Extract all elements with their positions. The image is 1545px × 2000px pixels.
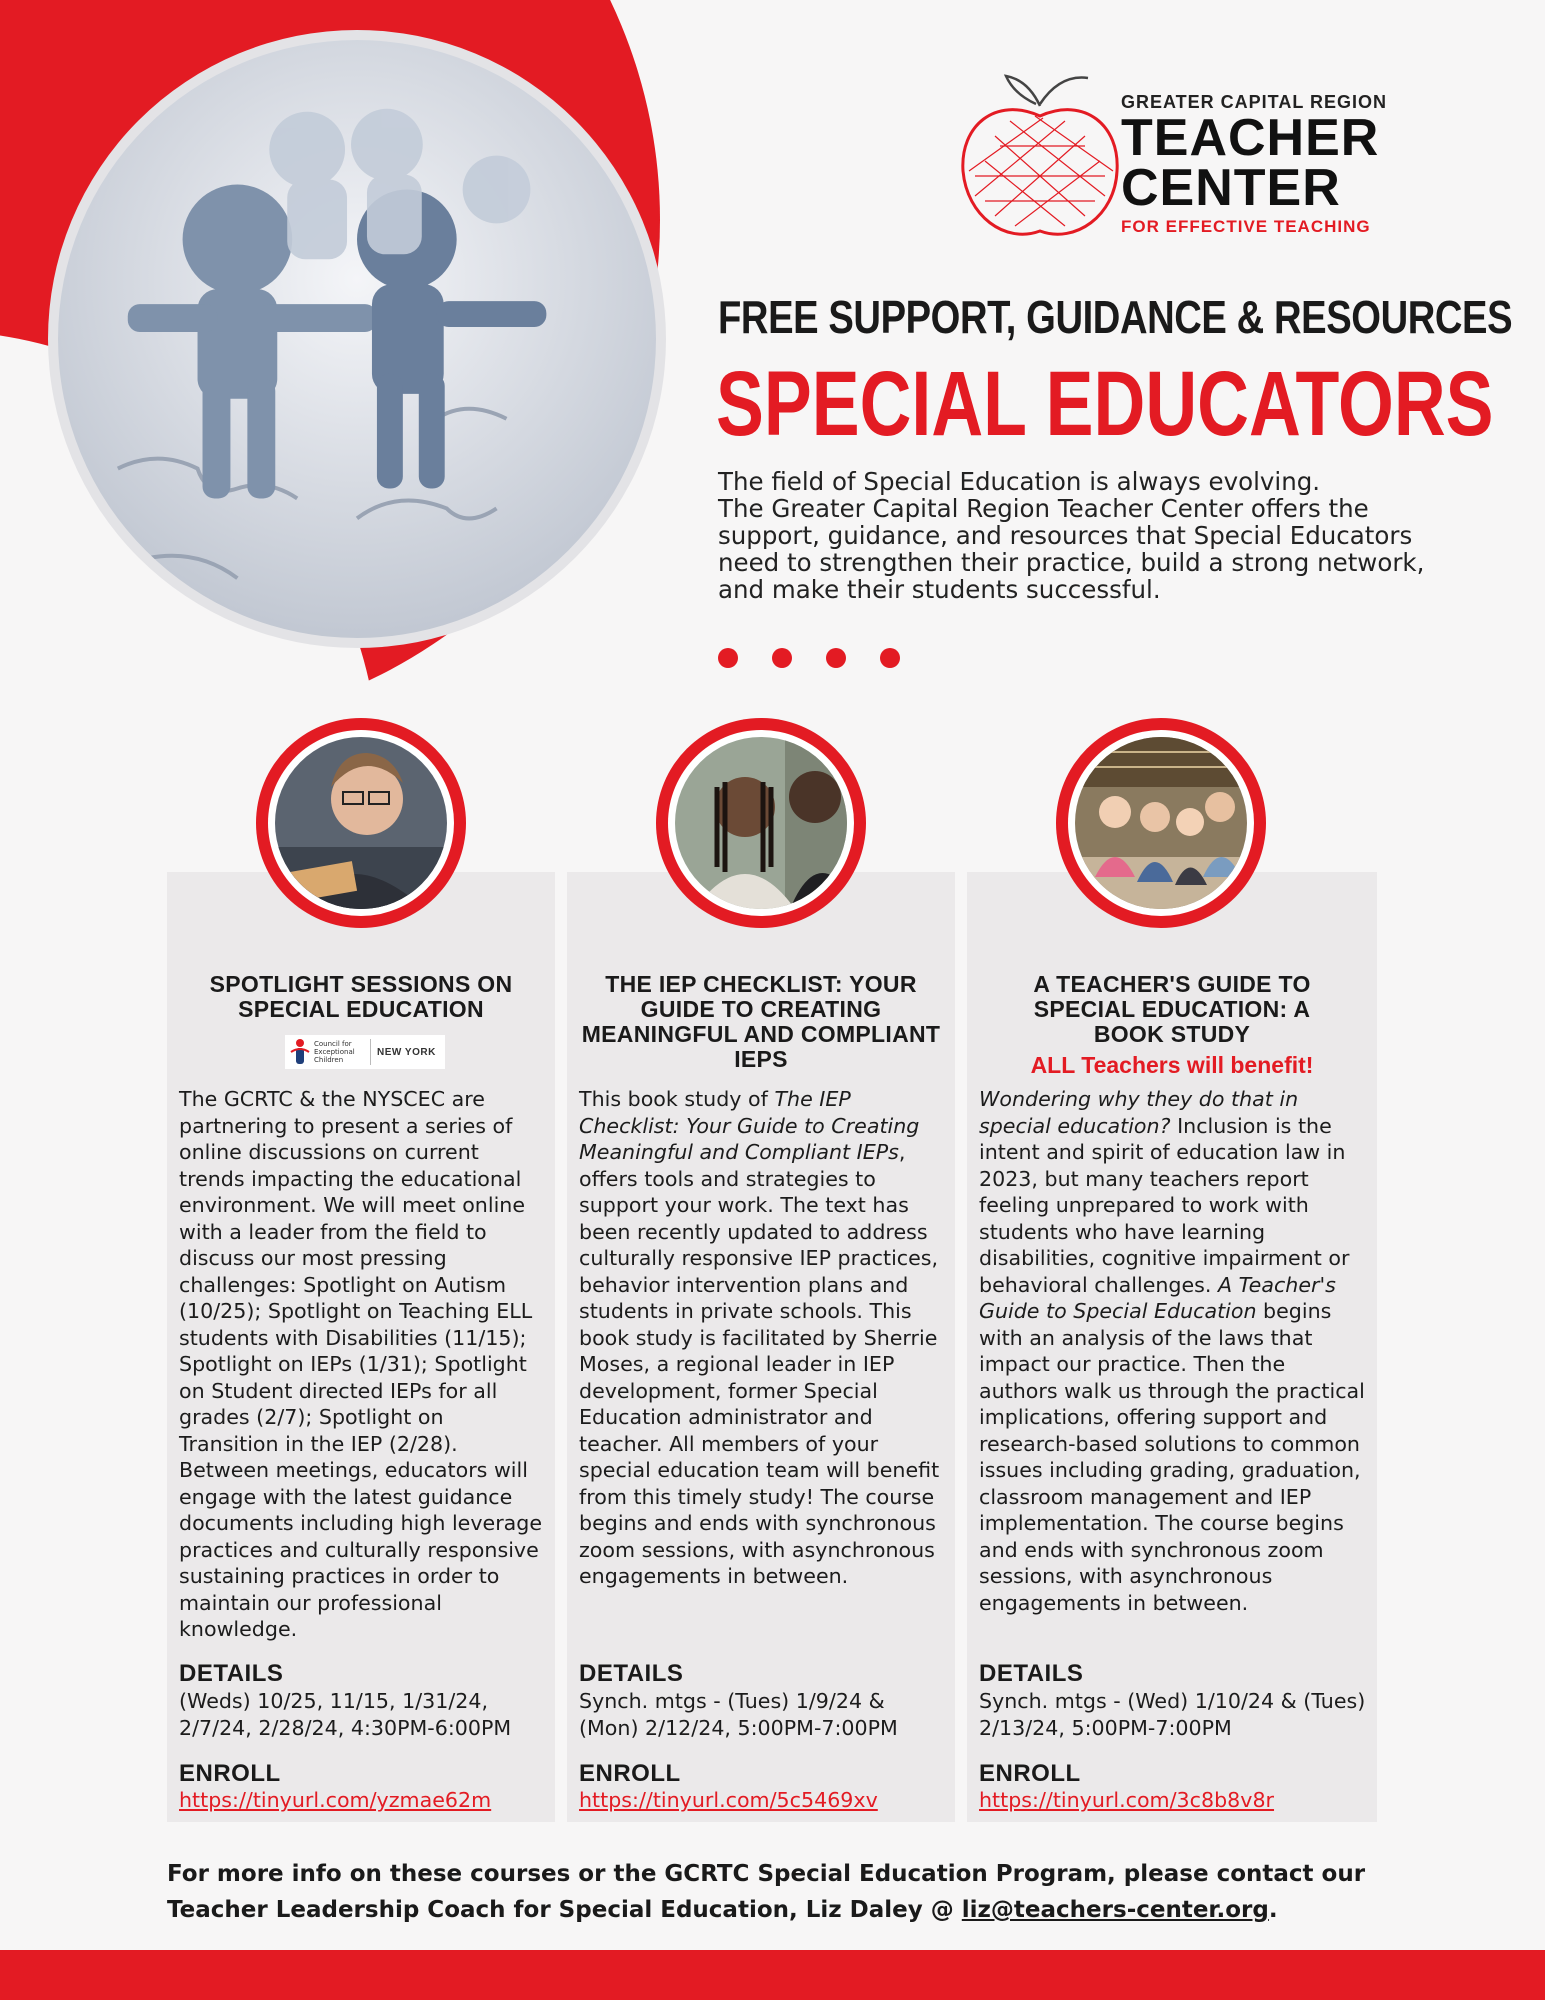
dot bbox=[826, 648, 846, 668]
card-photo-badge bbox=[1056, 718, 1266, 928]
details-text: (Weds) 10/25, 11/15, 1/31/24, 2/7/24, 2/28/24, 4:30PM-6:00PM bbox=[179, 1689, 512, 1740]
page-title: SPECIAL EDUCATORS bbox=[716, 353, 1494, 455]
cec-name: Council for Exceptional Children bbox=[314, 1040, 355, 1064]
gcrtc-logo bbox=[955, 66, 1395, 246]
cec-new-york-logo bbox=[285, 1035, 445, 1069]
dot bbox=[718, 648, 738, 668]
paper-people-illustration bbox=[58, 40, 656, 638]
intro-paragraph bbox=[718, 468, 1438, 603]
enroll-heading: ENROLL bbox=[579, 1760, 681, 1787]
logo-top-line: GREATER CAPITAL REGION bbox=[1121, 92, 1388, 112]
card-photo-badge bbox=[656, 718, 866, 928]
contact-footer-note bbox=[167, 1856, 1417, 1928]
body-mid: Inclusion is the intent and spirit of education law in 2023, but many teachers report feeling unprepared to work with students who have learning disabilities, cognitive impairment or behavioral challenges. bbox=[979, 1113, 1350, 1297]
bottom-red-bar bbox=[0, 1950, 1545, 2000]
card-highlight-note: ALL Teachers will benefit! bbox=[1030, 1052, 1314, 1078]
course-card-iep-checklist bbox=[567, 872, 955, 1822]
hero-paper-people-photo bbox=[58, 40, 656, 638]
body-prefix: This book study of bbox=[579, 1087, 775, 1111]
card-title: THE IEP CHECKLIST: YOUR GUIDE TO CREATING MEANINGFUL AND COMPLIANT IEPS bbox=[581, 971, 941, 1072]
cec-region: NEW YORK bbox=[377, 1046, 436, 1058]
enroll-link[interactable]: https://tinyurl.com/5c5469xv bbox=[579, 1788, 878, 1812]
enroll-heading: ENROLL bbox=[979, 1760, 1081, 1787]
details-text: Synch. mtgs - (Tues) 1/9/24 & (Mon) 2/12/24, 5:00PM-7:00PM bbox=[579, 1689, 898, 1740]
footer-text: For more info on these courses or the GCRTC Special Education Program, please contact our Teacher Leadership Coach for Special Education, Liz Daley @ bbox=[167, 1861, 1366, 1923]
student-conversation-photo bbox=[675, 737, 847, 909]
details-heading: DETAILS bbox=[579, 1660, 684, 1687]
apple-logo-icon bbox=[955, 66, 1125, 246]
logo-center: CENTER bbox=[1121, 159, 1341, 217]
details-heading: DETAILS bbox=[179, 1660, 284, 1687]
course-card-spotlight bbox=[167, 872, 555, 1822]
footer-end: . bbox=[1268, 1897, 1278, 1923]
intro-line-2: The Greater Capital Region Teacher Center offers the support, guidance, and resources that Special Educators need to strengthen their practice, build a strong network, and make their students successful. bbox=[718, 494, 1425, 604]
dot bbox=[880, 648, 900, 668]
book-title: The IEP Checklist: Your Guide to Creating Meaningful and Compliant IEPs bbox=[579, 1087, 920, 1164]
card-title: A TEACHER'S GUIDE TO SPECIAL EDUCATION: A BOOK STUDY bbox=[1033, 971, 1311, 1047]
logo-teacher: TEACHER bbox=[1121, 109, 1380, 167]
dot bbox=[772, 648, 792, 668]
course-card-teachers-guide bbox=[967, 872, 1377, 1822]
card-description bbox=[579, 1086, 945, 1590]
contact-email-link[interactable]: liz@teachers-center.org bbox=[961, 1897, 1269, 1923]
body-rest: , offers tools and strategies to support your work. The text has been recently updated to address culturally responsive IEP practices, behavior intervention plans and students in private schools. This book study is facilitated by Sherrie Moses, a regional leader in IEP development, former Special Education administrator and teacher. All members of your special education team will benefit from this timely study! The course begins and ends with synchronous zoom sessions, with asynchronous engagements in between. bbox=[579, 1140, 940, 1588]
details-heading: DETAILS bbox=[979, 1660, 1084, 1687]
enroll-link[interactable]: https://tinyurl.com/3c8b8v8r bbox=[979, 1788, 1275, 1812]
student-reading-photo bbox=[275, 737, 447, 909]
dot-divider bbox=[718, 648, 900, 668]
cec-divider bbox=[370, 1039, 371, 1065]
enroll-link[interactable]: https://tinyurl.com/yzmae62m bbox=[179, 1788, 492, 1812]
logo-sub-line: FOR EFFECTIVE TEACHING bbox=[1121, 217, 1371, 236]
details-text: Synch. mtgs - (Wed) 1/10/24 & (Tues) 2/13/24, 5:00PM-7:00PM bbox=[979, 1689, 1366, 1740]
cec-mark-icon bbox=[289, 1038, 311, 1066]
card-title: SPOTLIGHT SESSIONS ON SPECIAL EDUCATION bbox=[209, 971, 513, 1022]
intro-line-1: The field of Special Education is always evolving. bbox=[718, 467, 1321, 496]
enroll-heading: ENROLL bbox=[179, 1760, 281, 1787]
body-rest: begins with an analysis of the laws that impact our practice. Then the authors walk us through the practical implications, offering support and research-based solutions to common issues including grading, graduation, classroom management and IEP implementation. The course begins and ends with synchronous zoom sessions, with asynchronous engagements in between. bbox=[979, 1299, 1365, 1615]
body-italic-question: Wondering why they do that in special education? bbox=[979, 1087, 1299, 1138]
card-photo-badge bbox=[256, 718, 466, 928]
children-group-photo bbox=[1075, 737, 1247, 909]
card-description bbox=[979, 1086, 1367, 1616]
kicker-heading: FREE SUPPORT, GUIDANCE & RESOURCES bbox=[718, 291, 1513, 343]
card-description: The GCRTC & the NYSCEC are partnering to present a series of online discussions on current trends impacting the educational environment. We will meet online with a leader from the field to discuss our most pressing challenges: Spotlight on Autism (10/25); Spotlight on Teaching ELL students with Disabilities (11/15); Spotlight on IEPs (1/31); Spotlight on Student directed IEPs for all grades (2/7); Spotlight on Transition in the IEP (2/28). Between meetings, educators will engage with the latest guidance documents including high leverage practices and culturally responsive sustaining practices in order to maintain our professional knowledge. bbox=[179, 1087, 543, 1641]
book-title: A Teacher's Guide to Special Education bbox=[979, 1272, 1336, 1323]
